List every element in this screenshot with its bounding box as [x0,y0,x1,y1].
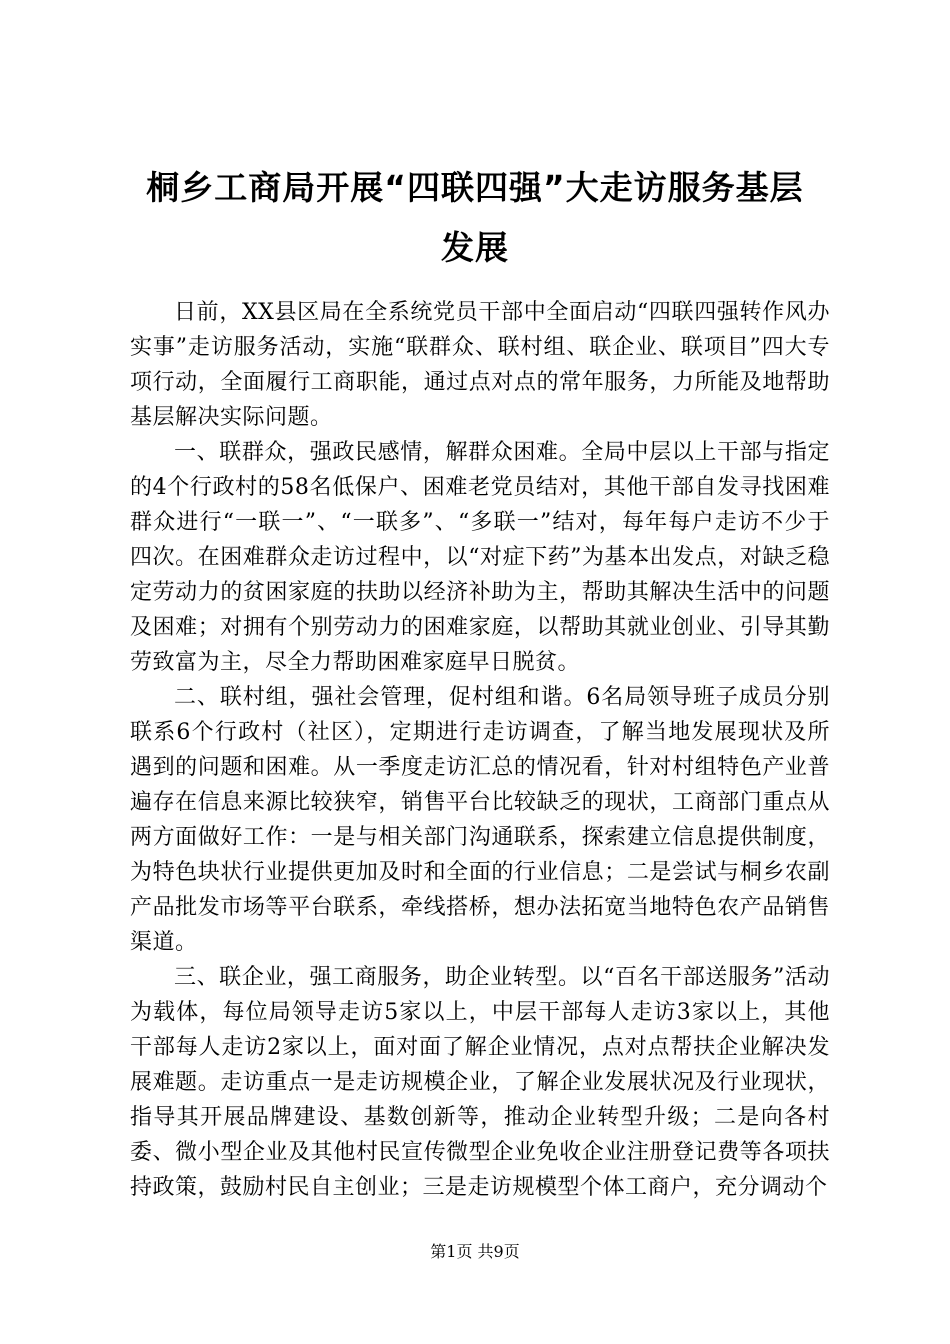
title-line-2: 发展 [441,228,509,267]
paragraph-section-1: 一、联群众，强政民感情，解群众困难。全局中层以上干部与指定的4个行政村的58名低保户、困难老党员结对，其他干部自发寻找困难群众进行“一联一”、“一联多”、“多联一”结对，每年每户走访不少于四次。在困难群众走访过程中，以“对症下药”为基本出发点，对缺乏稳定劳动力的贫困家庭的扶助以经济补助为主，帮助其解决生活中的问题及困难；对拥有个别劳动力的困难家庭，以帮助其就业创业、引导其勤劳致富为主，尽全力帮助困难家庭早日脱贫。 [130,440,830,675]
document-title [110,158,840,278]
page-number-footer: 第1页 共9页 [430,1242,520,1261]
paragraph-section-2: 二、联村组，强社会管理，促村组和谐。6名局领导班子成员分别联系6个行政村（社区），定期进行走访调查，了解当地发展现状及所遇到的问题和困难。从一季度走访汇总的情况看，针对村组特色产业普遍存在信息来源比较狭窄，销售平台比较缺乏的现状，工商部门重点从两方面做好工作：一是与相关部门沟通联系，探索建立信息提供制度，为特色块状行业提供更加及时和全面的行业信息；二是尝试与桐乡农副产品批发市场等平台联系，牵线搭桥，想办法拓宽当地特色农产品销售渠道。 [130,685,830,955]
title-line-1: 桐乡工商局开展“四联四强”大走访服务基层 [146,168,804,207]
paragraph-intro: 日前，XX县区局在全系统党员干部中全面启动“四联四强转作风办实事”走访服务活动，实施“联群众、联村组、联企业、联项目”四大专项行动，全面履行工商职能，通过点对点的常年服务，力所能及地帮助基层解决实际问题。 [130,300,830,430]
paragraph-section-3: 三、联企业，强工商服务，助企业转型。以“百名干部送服务”活动为载体，每位局领导走访5家以上，中层干部每人走访3家以上，其他干部每人走访2家以上，面对面了解企业情况，点对点帮扶企业解决发展难题。走访重点一是走访规模企业，了解企业发展状况及行业现状，指导其开展品牌建设、基数创新等，推动企业转型升级；二是向各村委、微小型企业及其他村民宣传微型企业免收企业注册登记费等各项扶持政策，鼓励村民自主创业；三是走访规模型个体工商户，充分调动个 [130,965,830,1200]
document-body [130,295,830,1205]
